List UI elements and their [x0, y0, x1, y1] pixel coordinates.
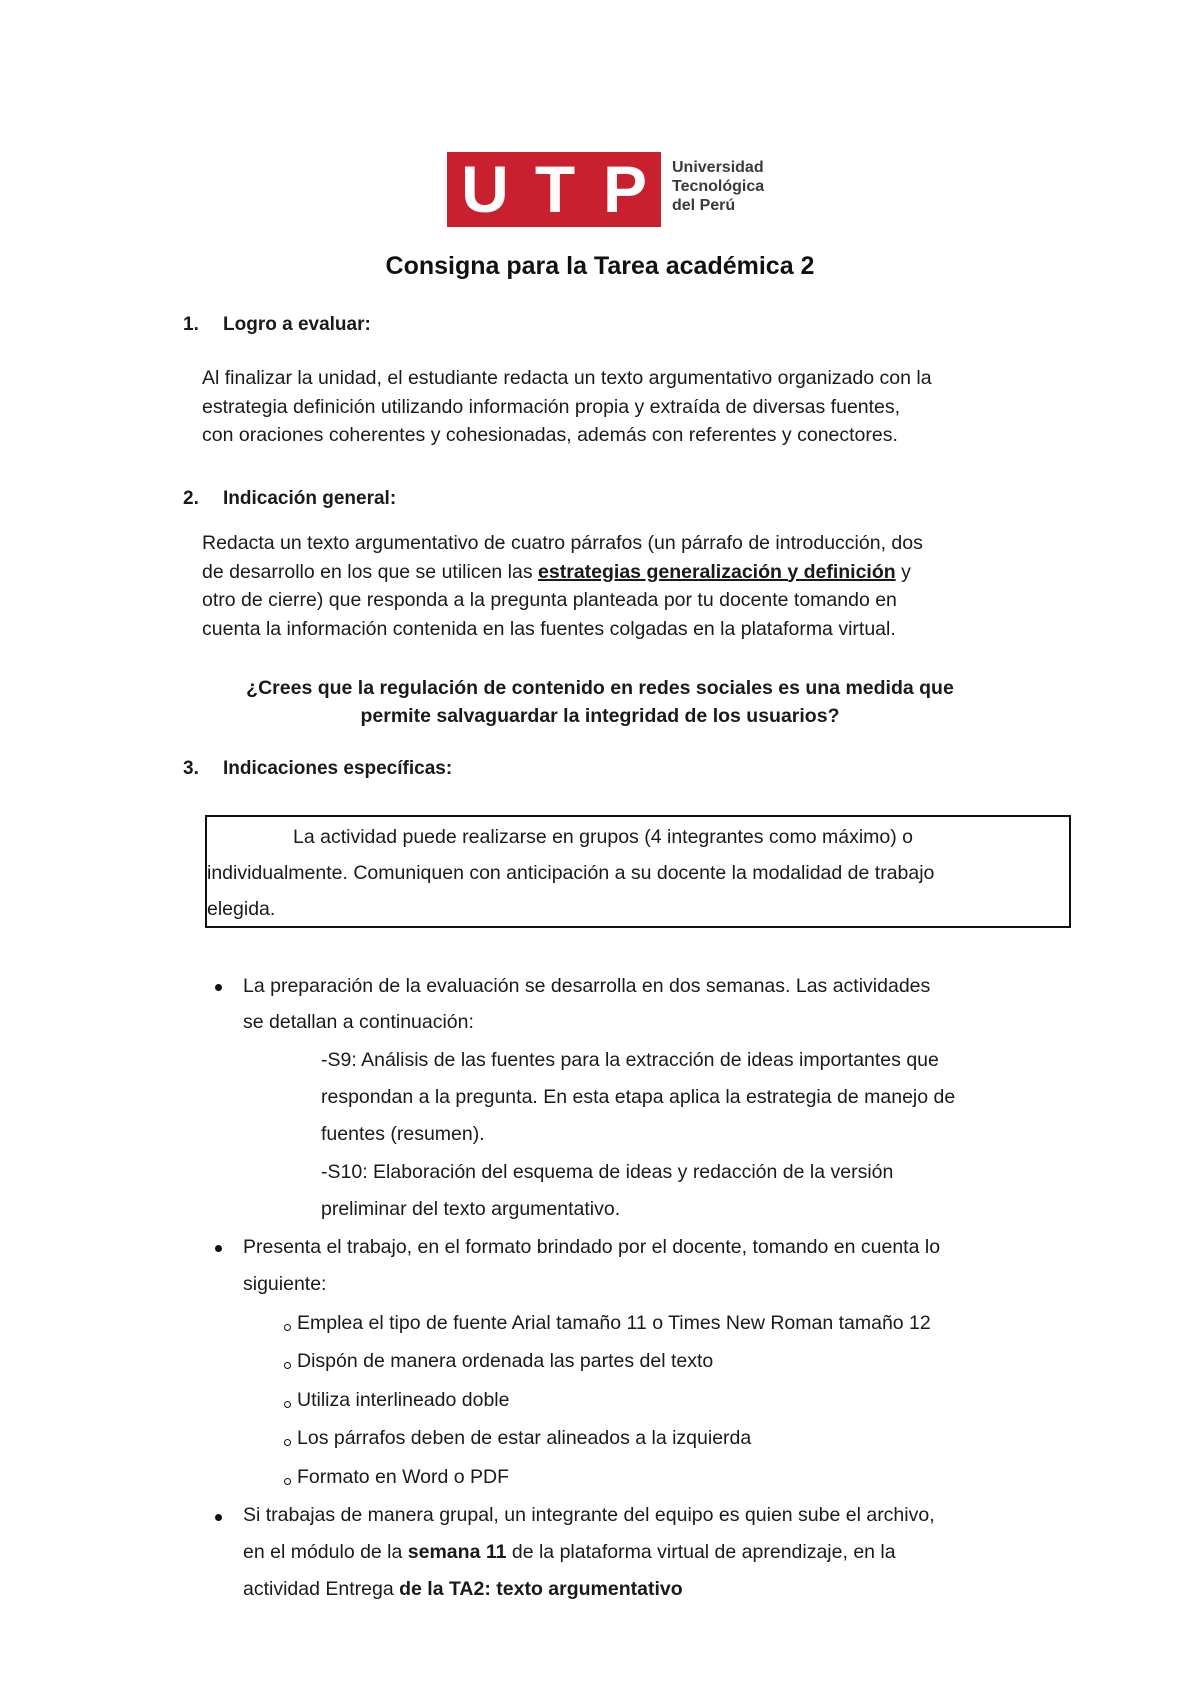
section-2-paragraph — [202, 529, 923, 643]
sub-bullet-icon — [284, 1478, 291, 1485]
section-3-title: Indicaciones específicas: — [223, 758, 453, 779]
section-2-line-text: y — [895, 560, 911, 583]
section-2-heading — [183, 488, 396, 510]
logo-text-line-2: Tecnológica — [672, 178, 765, 195]
bullet-2-line: Presenta el trabajo, en el formato brindado por el docente, tomando en cuenta lo — [243, 1236, 941, 1258]
box-line: elegida. — [207, 898, 276, 920]
section-2-line — [202, 558, 923, 587]
s10-line: preliminar del texto argumentativo. — [321, 1198, 621, 1220]
guiding-question — [0, 674, 1200, 730]
sub-bullet-icon — [284, 1324, 291, 1331]
section-2-title: Indicación general: — [223, 488, 397, 509]
activity-emphasis: de la TA2: texto argumentativo — [399, 1578, 683, 1600]
bullet-3-text: en el módulo de la — [243, 1541, 408, 1563]
question-line: ¿Crees que la regulación de contenido en redes sociales es una medida que — [246, 677, 954, 699]
section-1-number: 1. — [183, 314, 199, 335]
sub-bullet-icon — [284, 1401, 291, 1408]
section-2-line: cuenta la información contenida en las fuentes colgadas en la plataforma virtual. — [202, 617, 896, 640]
bullet-1-line: La preparación de la evaluación se desarrolla en dos semanas. Las actividades — [243, 975, 931, 997]
bullet-3-text: de la plataforma virtual de aprendizaje, en la — [506, 1541, 896, 1563]
section-2-line: Redacta un texto argumentativo de cuatro párrafos (un párrafo de introducción, dos — [202, 532, 923, 554]
section-2-line: otro de cierre) que responda a la pregunta planteada por tu docente tomando en — [202, 589, 897, 611]
format-item: Emplea el tipo de fuente Arial tamaño 11 o Times New Roman tamaño 12 — [297, 1312, 931, 1334]
logo-text-line-3: del Perú — [672, 197, 736, 214]
bullet-icon — [215, 984, 222, 991]
logo-letter-t: T — [534, 152, 576, 226]
section-2-number: 2. — [183, 488, 199, 509]
logo-text-line-1: Universidad — [672, 159, 764, 176]
section-3-heading — [183, 758, 452, 780]
bullet-2-line: siguiente: — [243, 1273, 327, 1295]
sub-bullet-icon — [284, 1439, 291, 1446]
section-1-line: Al finalizar la unidad, el estudiante redacta un texto argumentativo organizado con la — [202, 367, 932, 389]
section-2-line-text: de desarrollo en los que se utilicen las — [202, 560, 539, 583]
section-1-heading — [183, 314, 371, 336]
bullet-icon — [215, 1245, 222, 1252]
bullet-3-line: Si trabajas de manera grupal, un integrante del equipo es quien sube el archivo, — [243, 1504, 935, 1526]
format-item: Dispón de manera ordenada las partes del texto — [297, 1350, 714, 1372]
bullet-3-text: actividad Entrega — [243, 1578, 400, 1600]
s9-line: fuentes (resumen). — [321, 1123, 485, 1145]
format-item: Utiliza interlineado doble — [297, 1389, 510, 1411]
s10-line: -S10: Elaboración del esquema de ideas y redacción de la versión — [321, 1161, 894, 1183]
section-1-paragraph — [202, 364, 932, 450]
section-3-number: 3. — [183, 758, 199, 779]
strategies-emphasis: estrategias generalización y definición — [538, 560, 896, 583]
format-item: Los párrafos deben de estar alineados a la izquierda — [297, 1427, 752, 1449]
utp-logo — [447, 152, 661, 227]
week-emphasis: semana 11 — [407, 1541, 507, 1563]
s9-line: respondan a la pregunta. En esta etapa aplica la estrategia de manejo de — [321, 1086, 956, 1108]
page-title: Consigna para la Tarea académica 2 — [385, 252, 815, 280]
logo-letter-p: P — [602, 152, 648, 226]
box-line: individualmente. Comuniquen con anticipación a su docente la modalidad de trabajo — [207, 862, 935, 884]
section-1-title: Logro a evaluar: — [223, 314, 371, 335]
question-line: permite salvaguardar la integridad de los usuarios? — [360, 705, 840, 727]
s9-line: -S9: Análisis de las fuentes para la extracción de ideas importantes que — [321, 1049, 939, 1071]
sub-bullet-icon — [284, 1362, 291, 1369]
section-1-line: con oraciones coherentes y cohesionadas, además con referentes y conectores. — [202, 424, 898, 446]
bullet-3-line — [243, 1541, 896, 1564]
section-1-line: estrategia definición utilizando información propia y extraída de diversas fuentes, — [202, 395, 901, 418]
format-item: Formato en Word o PDF — [297, 1466, 510, 1488]
logo-wordmark — [672, 158, 764, 215]
bullet-icon — [215, 1514, 222, 1521]
group-note-box — [205, 815, 1071, 928]
bullet-1-line: se detallan a continuación: — [243, 1011, 474, 1033]
logo-letter-u: U — [461, 152, 509, 226]
bullet-3-line — [243, 1578, 683, 1601]
box-line: La actividad puede realizarse en grupos (4 integrantes como máximo) o — [293, 826, 914, 848]
